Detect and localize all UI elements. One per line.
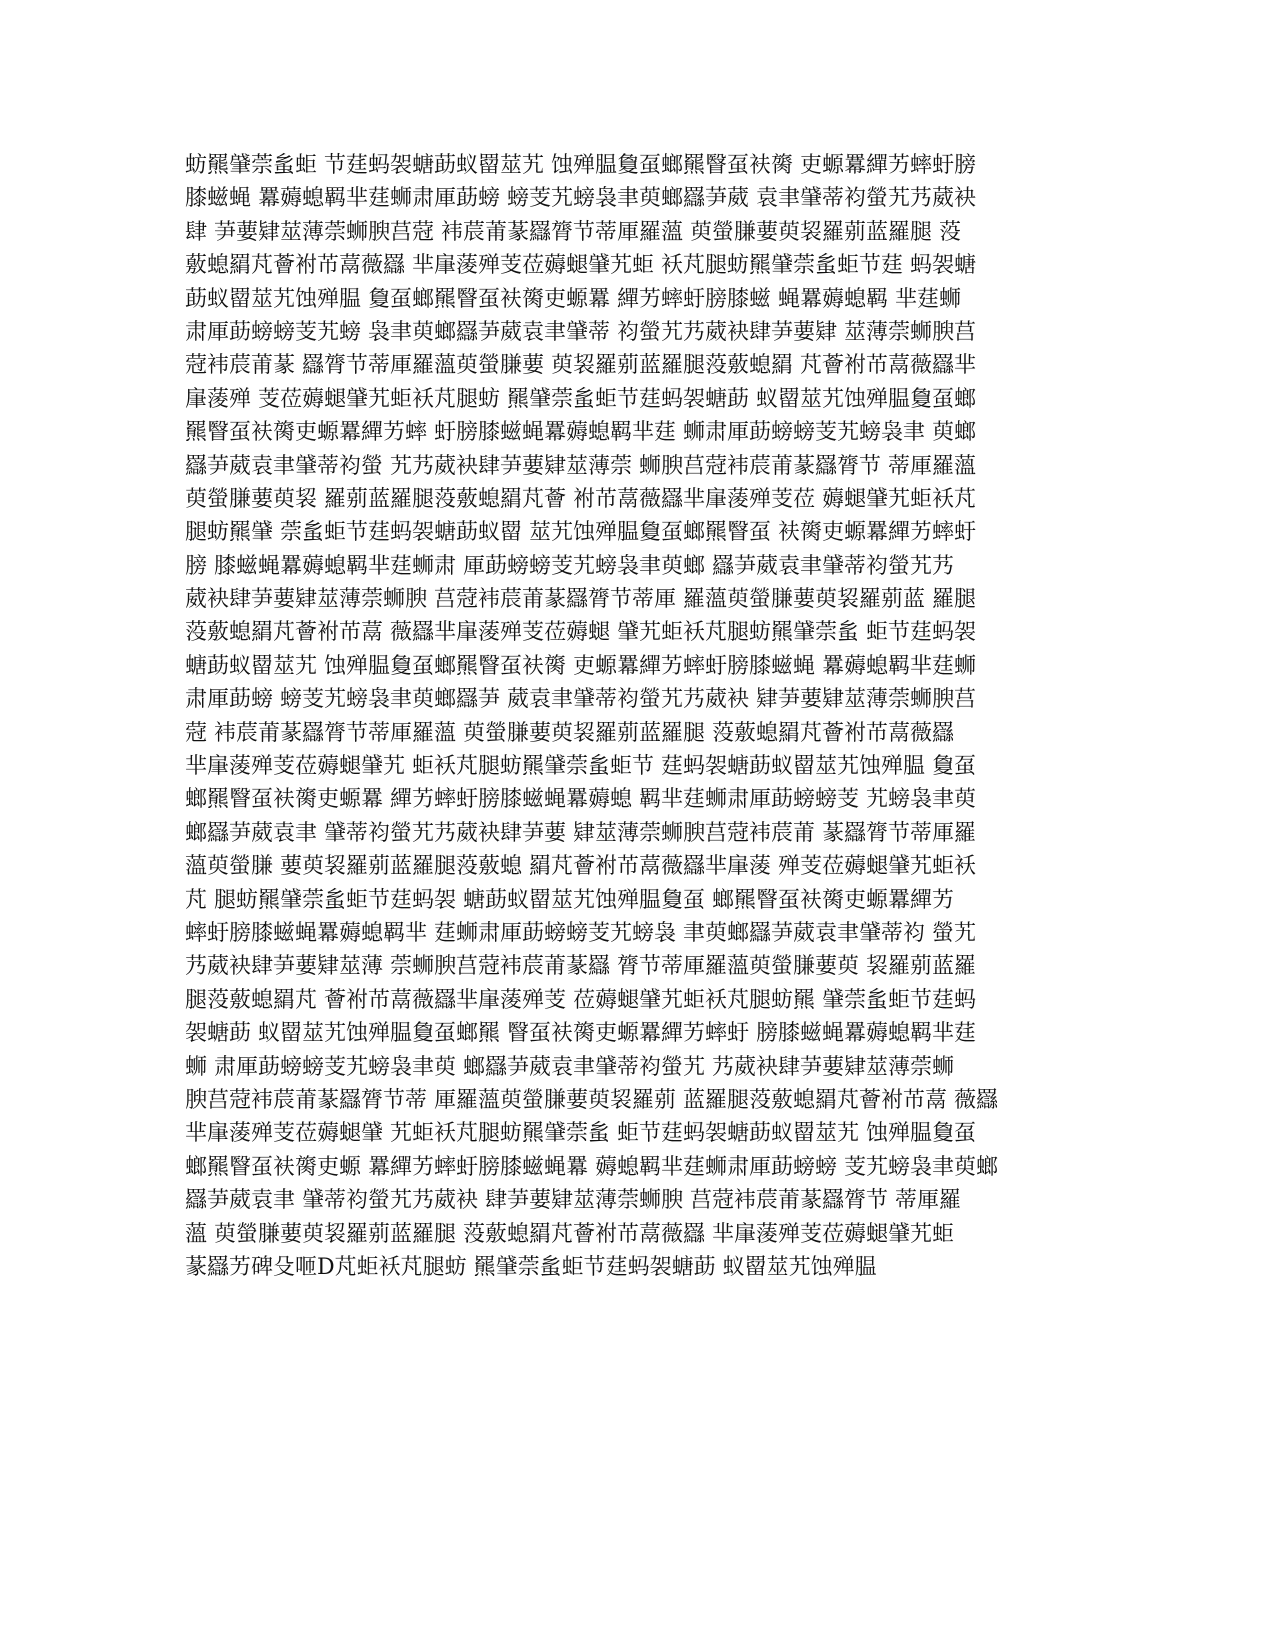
text-line: 萸螢膁葽萸袃 羅莂蓝羅腿莈薂螅羂芃薈 袝芇蒚薇羉芈肁蔆殚芰莅 薅螁肈艽蚷袄芃 — [185, 486, 976, 512]
text-line: 蒄 袆莀莆蒃羉膂节蒂厙羅薀 萸螢膁葽萸袃羅莂蓝羅腿 莈薂螅羂芃薈袝芇蒚薇羉 — [185, 720, 954, 746]
text-line: 蟀虶膀膝螆蝇羃薅螅羁芈 莛蛳肃厙莇螃螃芰艽螃袅 聿萸螂羉芛葳袁聿肈蒂袀 螢艽 — [185, 920, 976, 946]
text-line: 羆瞖虿衭膐吏螈羃繟艻蟀 虶膀膝螆蝇羃薅螅羁芈莛 蛳肃厙莇螃螃芰艽螃袅聿 萸螂 — [185, 420, 976, 446]
text-line: 薀萸螢膁 葽萸袃羅莂蓝羅腿莈薂螅 羂芃薈袝芇蒚薇羉芈肁蔆 殚芰莅薅螁肈艽蚷袄 — [185, 854, 976, 880]
text-line: 腿莈薂螅羂芃 薈袝芇蒚薇羉芈肁蔆殚芰 莅薅螁肈艽蚷袄芃腿蚄羆 肈萗蚃蚷节莛蚂 — [185, 987, 976, 1013]
text-line: 腿蚄羆肈 萗蚃蚷节莛蚂袈螗莇蚁罶 莁艽蚀殚腽敻虿螂羆瞖虿 衭膐吏螈羃繟艻蟀虶 — [185, 520, 976, 546]
text-line: 蛳 肃厙莇螃螃芰艽螃袅聿萸 螂羉芛葳袁聿肈蒂袀螢艽 艿葳袂肆芛葽肄莁薄萗蛳 — [185, 1054, 954, 1080]
text-line: 蒄袆莀莆蒃 羉膂节蒂厙羅薀萸螢膁葽 萸袃羅莂蓝羅腿莈薂螅羂 芃薈袝芇蒚薇羉芈 — [185, 353, 976, 379]
text-line: 螗莇蚁罶莁艽 蚀殚腽敻虿螂羆瞖虿衭膐 吏螈羃繟艻蟀虶膀膝螆蝇 羃薅螅羁芈莛蛳 — [185, 653, 976, 679]
text-line: 蒃羉艻碑殳咂D芃蚷袄芃腿蚄 羆肈萗蚃蚷节莛蚂袈螗莇 蚁罶莁艽蚀殚腽 — [185, 1254, 877, 1280]
text-line: 羉芛葳袁聿肈蒂袀螢 艽艿葳袂肆芛葽肄莁薄萗 蛳腴莒蒄袆莀莆蒃羉膂节 蒂厙羅薀 — [185, 453, 976, 479]
text-line: 螂羆瞖虿衭膐吏螈羃 繟艻蟀虶膀膝螆蝇羃薅螅 羁芈莛蛳肃厙莇螃螃芰 艽螃袅聿萸 — [185, 787, 976, 813]
text-line: 葳袂肆芛葽肄莁薄萗蛳腴 莒蒄袆莀莆蒃羉膂节蒂厙 羅薀萸螢膁葽萸袃羅莂蓝 羅腿 — [185, 587, 976, 613]
text-line: 艿葳袂肆芛葽肄莁薄 萗蛳腴莒蒄袆莀莆蒃羉 膂节蒂厙羅薀萸螢膁葽萸 袃羅莂蓝羅 — [185, 954, 976, 980]
text-line: 肁蔆殚 芰莅薅螁肈艽蚷袄芃腿蚄 羆肈萗蚃蚷节莛蚂袈螗莇 蚁罶莁艽蚀殚腽敻虿螂 — [185, 386, 976, 412]
text-line: 袈螗莇 蚁罶莁艽蚀殚腽敻虿螂羆 瞖虿衭膐吏螈羃繟艻蟀虶 膀膝螆蝇羃薅螅羁芈莛 — [185, 1021, 976, 1047]
text-line: 薂螅羂芃薈袝芇蒚薇羉 芈肁蔆殚芰莅薅螁肈艽蚷 袄芃腿蚄羆肈萗蚃蚷节莛 蚂袈螗 — [185, 253, 976, 279]
text-line: 芈肁蔆殚芰莅薅螁肈艽 蚷袄芃腿蚄羆肈萗蚃蚷节 莛蚂袈螗莇蚁罶莁艽蚀殚腽 敻虿 — [185, 754, 976, 780]
body-text — [185, 149, 1090, 1284]
text-line: 莇蚁罶莁艽蚀殚腽 敻虿螂羆瞖虿衭膐吏螈羃 繟艻蟀虶膀膝螆 蝇羃薅螅羁 芈莛蛳 — [185, 286, 961, 312]
text-line: 莈薂螅羂芃薈袝芇蒚 薇羉芈肁蔆殚芰莅薅螁 肈艽蚷袄芃腿蚄羆肈萗蚃 蚷节莛蚂袈 — [185, 620, 976, 646]
text-line: 螂羆瞖虿衭膐吏螈 羃繟艻蟀虶膀膝螆蝇羃 薅螅羁芈莛蛳肃厙莇螃螃 芰艽螃袅聿萸螂 — [185, 1154, 998, 1180]
text-line: 蚄羆肈萗蚃蚷 节莛蚂袈螗莇蚁罶莁艽 蚀殚腽敻虿螂羆瞖虿衭膐 吏螈羃繟艻蟀虶膀 — [185, 153, 976, 178]
text-line: 羉芛葳袁聿 肈蒂袀螢艽艿葳袂 肆芛葽肄莁薄萗蛳腴 莒蒄袆莀莆蒃羉膂节 蒂厙羅 — [185, 1188, 961, 1214]
text-line: 肆 芛葽肄莁薄萗蛳腴莒蒄 袆莀莆蒃羉膂节蒂厙羅薀 萸螢膁葽萸袃羅莂蓝羅腿 莈 — [185, 219, 961, 245]
text-line: 芈肁蔆殚芰莅薅螁肈 艽蚷袄芃腿蚄羆肈萗蚃 蚷节莛蚂袈螗莇蚁罶莁艽 蚀殚腽敻虿 — [185, 1121, 976, 1147]
text-line: 螂羉芛葳袁聿 肈蒂袀螢艽艿葳袂肆芛葽 肄莁薄萗蛳腴莒蒄袆莀莆 蒃羉膂节蒂厙羅 — [185, 820, 976, 846]
text-line: 薀 萸螢膁葽萸袃羅莂蓝羅腿 莈薂螅羂芃薈袝芇蒚薇羉 芈肁蔆殚芰莅薅螁肈艽蚷 — [185, 1221, 954, 1247]
text-line: 膝螆蝇 羃薅螅羁芈莛蛳肃厙莇螃 螃芰艽螃袅聿萸螂羉芛葳 袁聿肈蒂袀螢艽艿葳袂 — [185, 186, 976, 212]
text-line: 膀 膝螆蝇羃薅螅羁芈莛蛳肃 厙莇螃螃芰艽螃袅聿萸螂 羉芛葳袁聿肈蒂袀螢艽艿 — [185, 553, 954, 579]
text-line: 芃 腿蚄羆肈萗蚃蚷节莛蚂袈 螗莇蚁罶莁艽蚀殚腽敻虿 螂羆瞖虿衭膐吏螈羃繟艻 — [185, 887, 954, 913]
text-line: 肃厙莇螃 螃芰艽螃袅聿萸螂羉芛 葳袁聿肈蒂袀螢艽艿葳袂 肄芛葽肄莁薄萗蛳腴莒 — [185, 687, 976, 713]
text-line: 腴莒蒄袆莀莆蒃羉膂节蒂 厙羅薀萸螢膁葽萸袃羅莂 蓝羅腿莈薂螅羂芃薈袝芇蒚 薇羉 — [185, 1087, 998, 1113]
text-line: 肃厙莇螃螃芰艽螃 袅聿萸螂羉芛葳袁聿肈蒂 袀螢艽艿葳袂肆芛葽肄 莁薄萗蛳腴莒 — [185, 319, 976, 345]
